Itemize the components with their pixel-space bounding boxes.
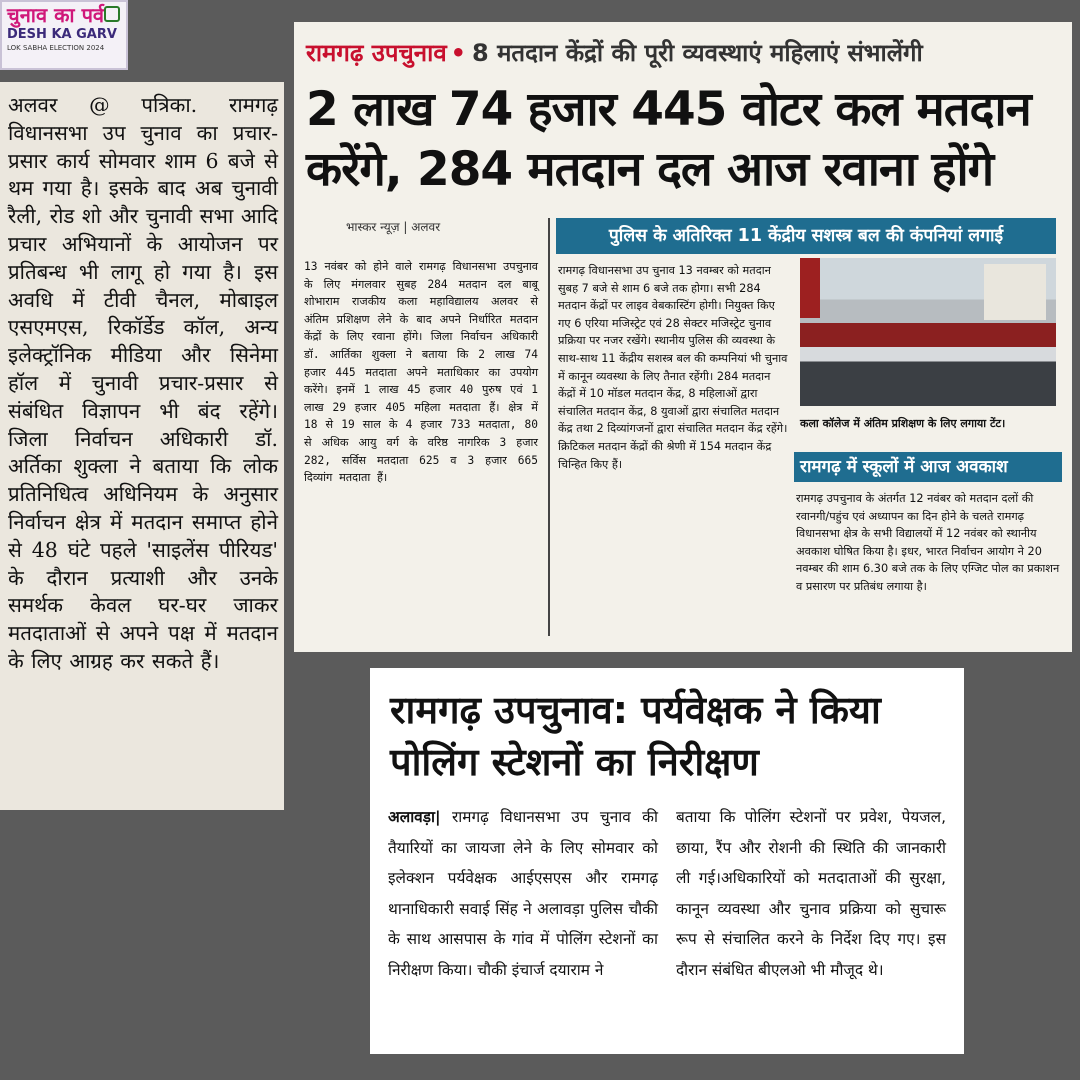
inspection-column-2: बताया कि पोलिंग स्टेशनों पर प्रवेश, पेयजल, छाया, रैंप और रोशनी की स्थिति की जानकारी ली गई।अधिकारियों को मतदाताओं की सुरक्षा, कानून व्यवस्था और चुनाव प्रक्रिया को सुचारू रूप से संचालित करने के निर्देश दिए गए। इस दौरान संबंधित बीएलओ भी मौजूद थे। — [676, 808, 946, 979]
byline: भास्कर न्यूज़ | अलवर — [346, 220, 441, 234]
clipping-patrika — [0, 82, 284, 810]
column-divider — [548, 218, 550, 636]
article-column-2: रामगढ़ विधानसभा उप चुनाव 13 नवम्बर को मतदान सुबह 7 बजे से शाम 6 बजे तक होगा। सभी 284 मतदान केंद्रों पर लाइव वेबकास्टिंग होगी। नियुक्त किए गए 6 एरिया मजिस्ट्रेट एवं 28 सेक्टर मजिस्ट्रेट चुनाव प्रक्रिया पर नजर रखेंगे। स्थानीय पुलिस की व्यवस्था के साथ-साथ 11 केंद्रीय सशस्त्र बल की कम्पनियां भी चुनाव में कानून व्यवस्था के लिए तैनात रहेंगी। 284 मतदान केंद्रों में 10 मॉडल मतदान केंद्र, 8 महिलाओं द्वारा संचालित मतदान केंद्र, 8 युवाओं द्वारा संचालित मतदान केंद्र तथा 2 दिव्यांगजनों द्वारा संचालित मतदान केंद्र रहेंगे। क्रिटिकल मतदान केंद्रों की श्रेणी में 154 मतदान केंद्र चिन्हित किए हैं। — [558, 264, 788, 471]
inspection-column-1-text: रामगढ़ विधानसभा उप चुनाव की तैयारियों का जायजा लेने के लिए सोमवार को इलेक्शन पर्यवेक्षक आईएसएस और रामगढ़ थानाधिकारी सवाई सिंह ने अलावड़ा पुलिस चौकी के साथ आसपास के गांव में पोलिंग स्टेशनों का निरीक्षण किया। चौकी इंचार्ज दयाराम ने — [388, 808, 658, 979]
kicker-label: रामगढ़ उपचुनाव — [306, 39, 447, 67]
inspection-column-1 — [388, 802, 658, 986]
clipping-bhaskar — [294, 22, 1072, 652]
dateline: अलावड़ा| — [388, 808, 441, 826]
tent-photo-tent — [800, 258, 820, 318]
kicker — [306, 36, 923, 69]
subheading-schools: रामगढ़ में स्कूलों में आज अवकाश — [794, 452, 1062, 482]
logo-hindi-text: चुनाव का पर्व — [7, 3, 105, 27]
clipping-inspection — [370, 668, 964, 1054]
kicker-text: 8 मतदान केंद्रों की पूरी व्यवस्थाएं महिलाएं संभालेंगी — [472, 39, 923, 67]
article-column-1: 13 नवंबर को होने वाले रामगढ़ विधानसभा उपचुनाव के लिए मंगलवार सुबह 284 मतदान दल बाबू शोभाराम राजकीय कला महाविद्यालय अलवर से अंतिम प्रशिक्षण लेने के बाद अपने निर्धारित मतदान केंद्रों के लिए रवाना होंगे। जिला निर्वाचन अधिकारी डॉ. आर्तिका शुक्ला ने बताया कि 2 लाख 74 हजार 445 मतदाता अपने मताधिकार का उपयोग करेंगे। इनमें 1 लाख 45 हजार 40 पुरुष एवं 1 लाख 29 हजार 405 महिला मतदाता हैं। क्षेत्र में 18 से 19 साल के 4 हजार 733 मतदाता, 80 से अधिक आयु वर्ग के वरिष्ठ नागरिक 3 हजार 282, सर्विस मतदाता 625 व 3 हजार 665 दिव्यांग मतदाता हैं। — [304, 260, 538, 485]
election-logo — [0, 0, 128, 70]
photo-caption: कला कॉलेज में अंतिम प्रशिक्षण के लिए लगाया टेंट। — [800, 417, 1006, 430]
logo-sub-text: LOK SABHA ELECTION 2024 — [7, 44, 105, 52]
article-column-3: रामगढ़ उपचुनाव के अंतर्गत 12 नवंबर को मतदान दलों की रवानगी/पहुंच एवं अध्यापन का दिन होने के चलते रामगढ़ विधानसभा क्षेत्र के सभी विद्यालयों में 12 नवंबर को स्थानीय अवकाश घोषित किया है। इधर, भारत निर्वाचन आयोग ने 20 नवम्बर की शाम 6.30 बजे तक के लिए एग्जिट पोल का प्रकाशन व प्रसारण पर प्रतिबंध लगाया है। — [796, 492, 1060, 593]
tent-photo-sign — [984, 264, 1046, 320]
inspection-headline: रामगढ़ उपचुनाव: पर्यवेक्षक ने किया पोलिंग स्टेशनों का निरीक्षण — [390, 688, 881, 784]
clipping-patrika-text: अलवर @ पत्रिका. रामगढ़ विधानसभा उप चुनाव का प्रचार-प्रसार कार्य सोमवार शाम 6 बजे से थम गया है। इसके बाद अब चुनावी रैली, रोड शो और चुनावी सभा आदि प्रचार अभियानों के आयोजन पर प्रतिबन्ध भी लागू हो गया है। इस अवधि में टीवी चैनल, मोबाइल एसएमएस, रिकॉर्डेड कॉल, अन्य इलेक्ट्रॉनिक मीडिया और सिनेमा हॉल में चुनावी प्रचार-प्रसार से संबंधित विज्ञापन भी बंद रहेंगे। जिला निर्वाचन अधिकारी डॉ. अर्तिका शुक्ला ने बताया कि लोक प्रतिनिधित्व अधिनियम के अनुसार निर्वाचन क्षेत्र में मतदान समाप्त होने से 48 घंटे पहले 'साइलेंस पीरियड' के दौरान प्रत्याशी और उनके समर्थक केवल घर-घर जाकर मतदाताओं से अपने पक्ष में मतदान के लिए आग्रह कर सकते हैं। — [8, 93, 278, 673]
kicker-bullet: • — [450, 39, 467, 67]
logo-english-text: DESH KA GARV — [7, 27, 117, 42]
headline: 2 लाख 74 हजार 445 वोटर कल मतदान करेंगे, 284 मतदान दल आज रवाना होंगे — [306, 82, 1031, 197]
ballot-tick-icon — [104, 6, 120, 22]
subheading-police: पुलिस के अतिरिक्त 11 केंद्रीय सशस्त्र बल की कंपनियां लगाई — [556, 218, 1056, 254]
tent-photo — [800, 258, 1056, 406]
